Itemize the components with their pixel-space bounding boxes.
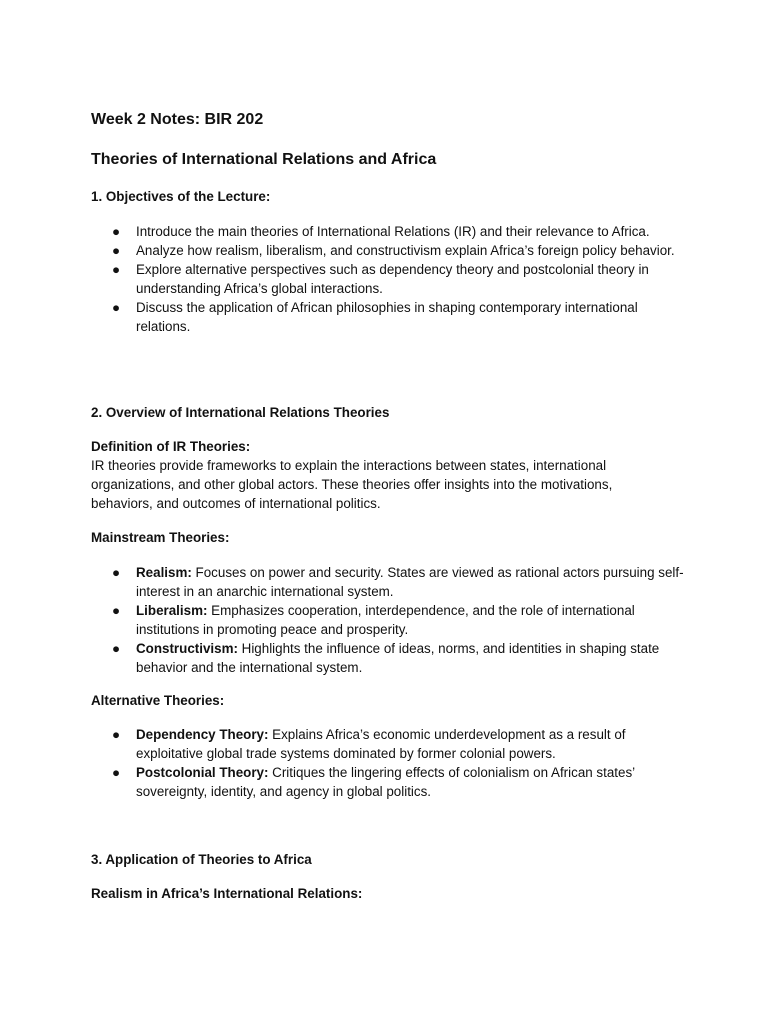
- list-item: ● Dependency Theory: Explains Africa’s economic underdevelopment as a result of exploitative global trade systems dominated by former colonial powers.: [112, 727, 626, 761]
- bullet-icon: ●: [112, 243, 121, 258]
- mainstream-list: [91, 563, 691, 677]
- list-item: ● Postcolonial Theory: Critiques the lingering effects of colonialism on African states’ sovereignty, identity, and agency in global politics.: [112, 765, 635, 799]
- list-item: ● Introduce the main theories of International Relations (IR) and their relevance to Africa.: [112, 224, 650, 239]
- bullet-icon: ●: [112, 224, 121, 239]
- bullet-icon: ●: [112, 727, 121, 742]
- list-item: ● Constructivism: Highlights the influence of ideas, norms, and identities in shaping state behavior and the international system.: [112, 641, 660, 675]
- list-item: ● Analyze how realism, liberalism, and constructivism explain Africa’s foreign policy behavior.: [112, 243, 675, 258]
- definition-text: IR theories provide frameworks to explain the interactions between states, international organizations, and other global actors. These theories offer insights into the motivations, behaviors, and outcomes of international politics.: [91, 458, 613, 511]
- objectives-heading: 1. Objectives of the Lecture:: [91, 189, 271, 204]
- list-item: ● Discuss the application of African philosophies in shaping contemporary international relations.: [112, 300, 638, 334]
- mainstream-heading: Mainstream Theories:: [91, 530, 230, 545]
- bullet-icon: ●: [112, 603, 121, 618]
- bullet-icon: ●: [112, 641, 121, 656]
- list-item: ● Liberalism: Emphasizes cooperation, interdependence, and the role of international institutions in promoting peace and prosperity.: [112, 603, 635, 637]
- bullet-icon: ●: [112, 565, 121, 580]
- alternative-list: [91, 725, 691, 801]
- list-item: ● Realism: Focuses on power and security. States are viewed as rational actors pursuing self-interest in an anarchic international system.: [112, 565, 684, 599]
- alternative-heading: Alternative Theories:: [91, 693, 225, 708]
- realism-africa-heading: Realism in Africa’s International Relations:: [91, 886, 363, 901]
- list-item: ● Explore alternative perspectives such as dependency theory and postcolonial theory in understanding Africa’s global interactions.: [112, 262, 649, 296]
- bullet-icon: ●: [112, 300, 121, 315]
- overview-heading: 2. Overview of International Relations Theories: [91, 405, 390, 420]
- objectives-list: [91, 222, 691, 336]
- document-subtitle: Theories of International Relations and Africa: [91, 151, 437, 168]
- definition-heading: Definition of IR Theories:: [91, 439, 251, 454]
- application-heading: 3. Application of Theories to Africa: [91, 852, 312, 867]
- bullet-icon: ●: [112, 765, 121, 780]
- document-title: Week 2 Notes: BIR 202: [91, 111, 264, 128]
- bullet-icon: ●: [112, 262, 121, 277]
